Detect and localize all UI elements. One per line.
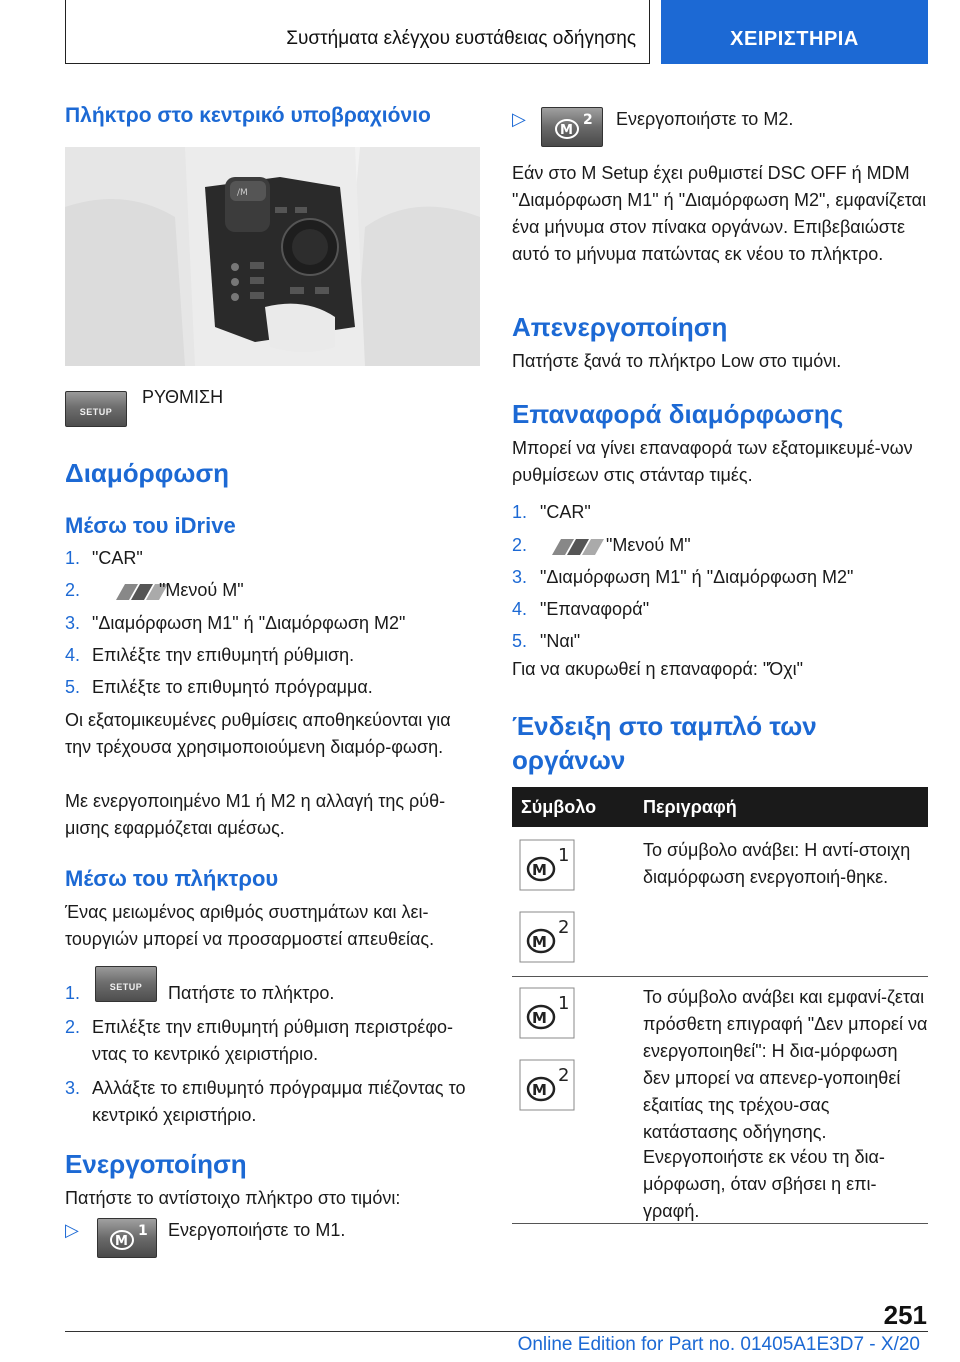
m1-key-icon (97, 1218, 157, 1258)
m1-indicator-icon (519, 839, 575, 891)
col-header-symbol: Σύμβολο (521, 797, 597, 817)
list-item: 1. "CAR" (65, 548, 143, 568)
step-text: Ενεργοποιήστε το M2. (616, 109, 794, 129)
list-item: 5. "Ναι" (512, 631, 581, 651)
table-cell-description: Το σύμβολο ανάβει: Η αντί-στοιχη διαμόρφωση ενεργοποιή-θηκε. (643, 840, 911, 887)
paragraph: Για να ακυρωθεί η επαναφορά: "Όχι" (512, 659, 804, 679)
idrive-heading: Μέσω του iDrive (65, 513, 236, 538)
m-stripes-icon (542, 539, 612, 555)
bullet-marker: ▷ (65, 1220, 79, 1240)
paragraph: Με ενεργοποιημένο M1 ή M2 η αλλαγή της ρύθ-μισης εφαρμόζεται αμέσως. (65, 791, 446, 838)
list-item: 1. "CAR" (512, 502, 591, 522)
section-tab[interactable]: ΧΕΙΡΙΣΤΗΡΙΑ (661, 0, 928, 64)
footer-divider (65, 1331, 928, 1332)
svg-text:M: M (532, 933, 547, 951)
page-header (65, 0, 928, 64)
deactivation-heading: Απενεργοποίηση (512, 312, 728, 342)
list-item: 4. "Επαναφορά" (512, 599, 650, 619)
paragraph: Πατήστε ξανά το πλήκτρο Low στο τιμόνι. (512, 351, 842, 371)
bullet-marker: ▷ (512, 109, 526, 129)
step-text: Πατήστε το πλήκτρο. (168, 983, 335, 1003)
paragraph: Ένας μειωμένος αριθμός συστημάτων και λει-τουργιών μπορεί να προσαρμοστεί απευθείας. (65, 902, 435, 949)
svg-text:M: M (115, 1234, 128, 1249)
svg-text:2: 2 (583, 112, 593, 128)
table-divider (512, 1223, 928, 1224)
page-number: 251 (883, 1300, 927, 1330)
svg-text:M: M (560, 123, 573, 138)
setup-key-icon: SETUP (95, 966, 157, 1002)
list-item: 5. Επιλέξτε το επιθυμητό πρόγραμμα. (65, 677, 373, 697)
svg-text:/M: /M (237, 188, 248, 198)
paragraph: Μπορεί να γίνει επαναφορά των εξατομικευμέ-νων ρυθμίσεων στις στάνταρ τιμές. (512, 438, 913, 485)
m1-indicator-icon (519, 987, 575, 1039)
m2-indicator-icon (519, 911, 575, 963)
section-heading: Πλήκτρο στο κεντρικό υποβραχιόνιο (65, 104, 431, 127)
svg-text:1: 1 (558, 845, 570, 866)
svg-text:1: 1 (138, 1223, 148, 1239)
center-console-photo (65, 147, 480, 366)
table-cell-description: Το σύμβολο ανάβει και εμφανί-ζεται πρόσθετη επιγραφή "Δεν μπορεί να ενεργοποιηθεί": Η δια-μόρφωση δεν μπορεί να απενερ-γοποιηθεί εξαιτίας της τρέχου-σας κατάστασης οδήγησης. (643, 987, 928, 1142)
list-item: 2. Επιλέξτε την επιθυμητή ρύθμιση περιστρέφο-ντας το κεντρικό χειριστήριο. (65, 1017, 453, 1064)
step-text: Ενεργοποιήστε το M1. (168, 1220, 346, 1240)
setup-key-icon: SETUP (65, 391, 127, 427)
table-divider (512, 976, 928, 977)
config-heading: Διαμόρφωση (65, 458, 229, 488)
edition-footer: Online Edition for Part no. 01405A1E3D7 - X/20 (517, 1334, 920, 1355)
list-item: 3. "Διαμόρφωση M1" ή "Διαμόρφωση M2" (65, 613, 406, 633)
svg-text:M: M (532, 1081, 547, 1099)
activation-heading: Ενεργοποίηση (65, 1149, 247, 1179)
list-item: 4. Επιλέξτε την επιθυμητή ρύθμιση. (65, 645, 355, 665)
svg-text:M: M (532, 861, 547, 879)
reset-heading: Επαναφορά διαμόρφωσης (512, 399, 844, 429)
list-item: 3. "Διαμόρφωση M1" ή "Διαμόρφωση M2" (512, 567, 854, 587)
m2-indicator-icon (519, 1059, 575, 1111)
svg-text:1: 1 (558, 993, 570, 1014)
paragraph: Οι εξατομικευμένες ρυθμίσεις αποθηκεύονται για την τρέχουσα χρησιμοποιούμενη διαμόρ-φωση. (65, 710, 451, 757)
col-header-description: Περιγραφή (643, 797, 737, 817)
key-heading: Μέσω του πλήκτρου (65, 866, 279, 891)
display-heading: Ένδειξη στο ταμπλό των οργάνων (512, 711, 817, 775)
paragraph: Πατήστε το αντίστοιχο πλήκτρο στο τιμόνι: (65, 1188, 401, 1208)
setup-label: ΡΥΘΜΙΣΗ (142, 387, 224, 407)
svg-text:2: 2 (558, 1065, 570, 1086)
chapter-title: Συστήματα ελέγχου ευστάθειας οδήγησης (286, 28, 636, 49)
paragraph: Εάν στο M Setup έχει ρυθμιστεί DSC OFF ή MDM "Διαμόρφωση M1" ή "Διαμόρφωση M2", εμφανίζεται ένα μήνυμα στον πίνακα οργάνων. Επιβεβαιώστε αυτό το μήνυμα πατώντας εκ νέου το πλήκτρο. (512, 163, 927, 264)
m2-key-icon (541, 107, 603, 147)
list-item: 3. Αλλάξτε το επιθυμητό πρόγραμμα πιέζοντας το κεντρικό χειριστήριο. (65, 1078, 466, 1125)
svg-text:2: 2 (558, 917, 570, 938)
table-cell-description: Ενεργοποιήστε εκ νέου τη δια-μόρφωση, όταν σβήσει η επι-γραφή. (643, 1147, 885, 1221)
table-header (512, 787, 928, 827)
svg-text:M: M (532, 1009, 547, 1027)
